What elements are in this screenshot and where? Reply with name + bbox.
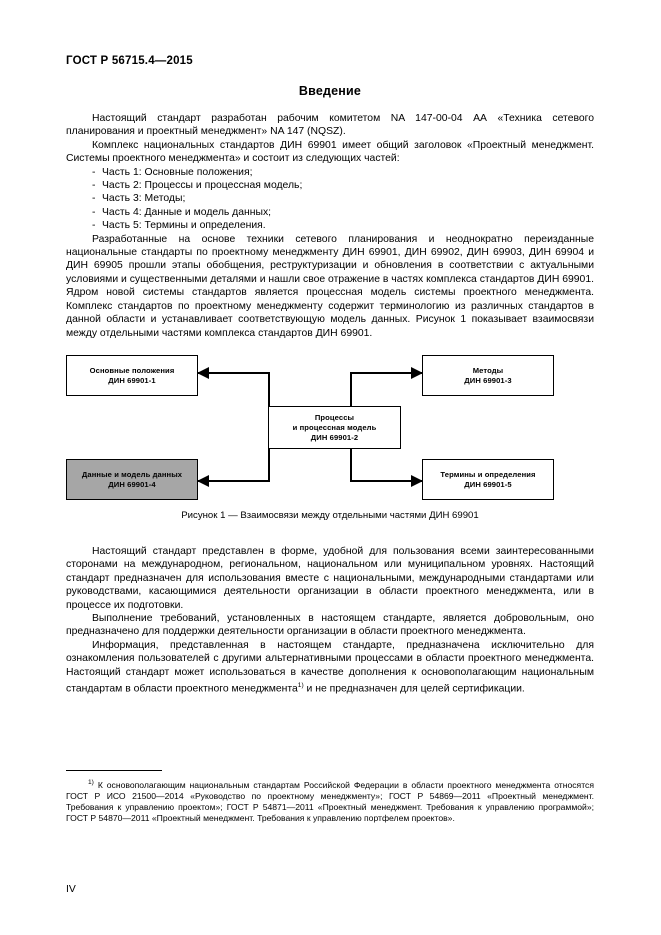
intro-paragraph-6-part-a: Информация, представленная в настоящем стандарте, предназначена исключительно для ознакомления пользователей с другими альтернативными процессами в области проектного менеджмента. Настоящий стандарт может использоваться в качестве дополнения к основополагающим национальным стандартам в области проектного менеджмента — [66, 639, 594, 695]
diagram-node-processes — [268, 406, 401, 449]
intro-paragraph-2: Комплекс национальных стандартов ДИН 69901 имеет общий заголовок «Проектный менеджмент. Системы проектного менеджмента» и состоит из следующих частей: — [66, 139, 594, 165]
diagram-node-data — [66, 459, 198, 500]
intro-paragraph-3: Разработанные на основе техники сетевого планирования и неоднократно переизданные национальные стандарты по проектному менеджменту ДИН 69901, ДИН 69902, ДИН 69903, ДИН 69904 и ДИН 69905 прошли этапы обобщения, реструктуризации и обновления в соответствии с актуальными условиями и существенными деталями и нашли свое отражение в частях комплекса стандартов ДИН 69901. Ядром новой системы стандартов является процессная модель системы проектного менеджмента. Комплекс стандартов по проектному менеджменту содержит терминологию из различных стандартов в данной области и устанавливает соответствующую модель данных. Рисунок 1 показывает взаимосвязи между отдельными частями комплекса стандартов ДИН 69901. — [66, 233, 594, 339]
list-item: - Часть 1: Основные положения; — [66, 166, 594, 179]
diagram-node-basics — [66, 355, 198, 396]
diagram-node-data-line2: ДИН 69901-4 — [108, 479, 156, 489]
diagram-node-terms-line1: Термины и определения — [440, 469, 536, 479]
diagram-node-processes-line1: Процессы — [314, 412, 355, 422]
diagram-node-methods — [422, 355, 554, 396]
document-header-standard-number: ГОСТ Р 56715.4—2015 — [66, 55, 193, 67]
diagram-node-processes-line2: и процессная модель — [292, 422, 377, 432]
page-title: Введение — [298, 84, 362, 98]
diagram-node-terms — [422, 459, 554, 500]
intro-paragraph-6 — [66, 639, 594, 696]
diagram-node-terms-line2: ДИН 69901-5 — [464, 479, 512, 489]
list-item: - Часть 3: Методы; — [66, 192, 594, 205]
footnote-marker: 1) — [88, 779, 94, 786]
footnote-separator-rule — [66, 770, 162, 771]
footnote-reference-marker[interactable]: 1) — [297, 682, 304, 690]
intro-paragraph-1: Настоящий стандарт разработан рабочим комитетом NA 147-00-04 АА «Техника сетевого планирования и проектный менеджмент» NA 147 (NQSZ). — [66, 113, 594, 138]
figure-1 — [66, 355, 594, 535]
diagram-node-methods-line1: Методы — [472, 365, 504, 375]
diagram-node-processes-line3: ДИН 69901-2 — [310, 432, 359, 442]
list-item: - Часть 5: Термины и определения. — [66, 219, 594, 232]
introduction-section-lower — [66, 545, 594, 696]
list-item: - Часть 2: Процессы и процессная модель; — [66, 179, 594, 192]
footnote-block — [66, 770, 594, 825]
intro-paragraph-4: Настоящий стандарт представлен в форме, удобной для пользования всеми заинтересованными сторонами на международном, региональном, национальном или муниципальном уровнях. Настоящий стандарт предназначен для использования вместе с национальными, международными стандартами или руководствами, касающимися деятельности организации в области проектного менеджмента, или в процессе их подготовки. — [66, 546, 594, 611]
diagram-node-methods-line2: ДИН 69901-3 — [464, 375, 512, 385]
diagram-node-basics-line1: Основные положения — [89, 365, 175, 375]
intro-paragraph-6-part-b: и не предназначен для целей сертификации. — [303, 683, 525, 695]
diagram-node-data-line1: Данные и модель данных — [81, 469, 183, 479]
diagram-node-basics-line2: ДИН 69901-1 — [108, 375, 156, 385]
introduction-section — [66, 84, 594, 340]
intro-paragraph-5: Выполнение требований, установленных в настоящем стандарте, является добровольным, оно предназначено для поддержки деятельности организации в области проектного менеджмента. — [66, 613, 594, 638]
page-number: IV — [66, 884, 76, 895]
footnote-text — [66, 777, 594, 825]
list-item: - Часть 4: Данные и модель данных; — [66, 206, 594, 219]
standard-parts-list — [66, 166, 594, 233]
footnote-body: К основополагающим национальным стандартам Российской Федерации в области проектного менеджмента относятся ГОСТ Р ИСО 21500—2014 «Руководство по проектному менеджменту»; ГОСТ Р 54869—2011 «Проектный менеджмент. Требования к управлению проектом»; ГОСТ Р 54871—2011 «Проектный менеджмент. Требования к управлению программой»; ГОСТ Р 54870—2011 «Проектный менеджмент. Требования к управлению портфелем проектов». — [66, 779, 594, 824]
figure-caption: Рисунок 1 — Взаимосвязи между отдельными частями ДИН 69901 — [181, 510, 479, 521]
figure-diagram-canvas — [66, 355, 594, 500]
